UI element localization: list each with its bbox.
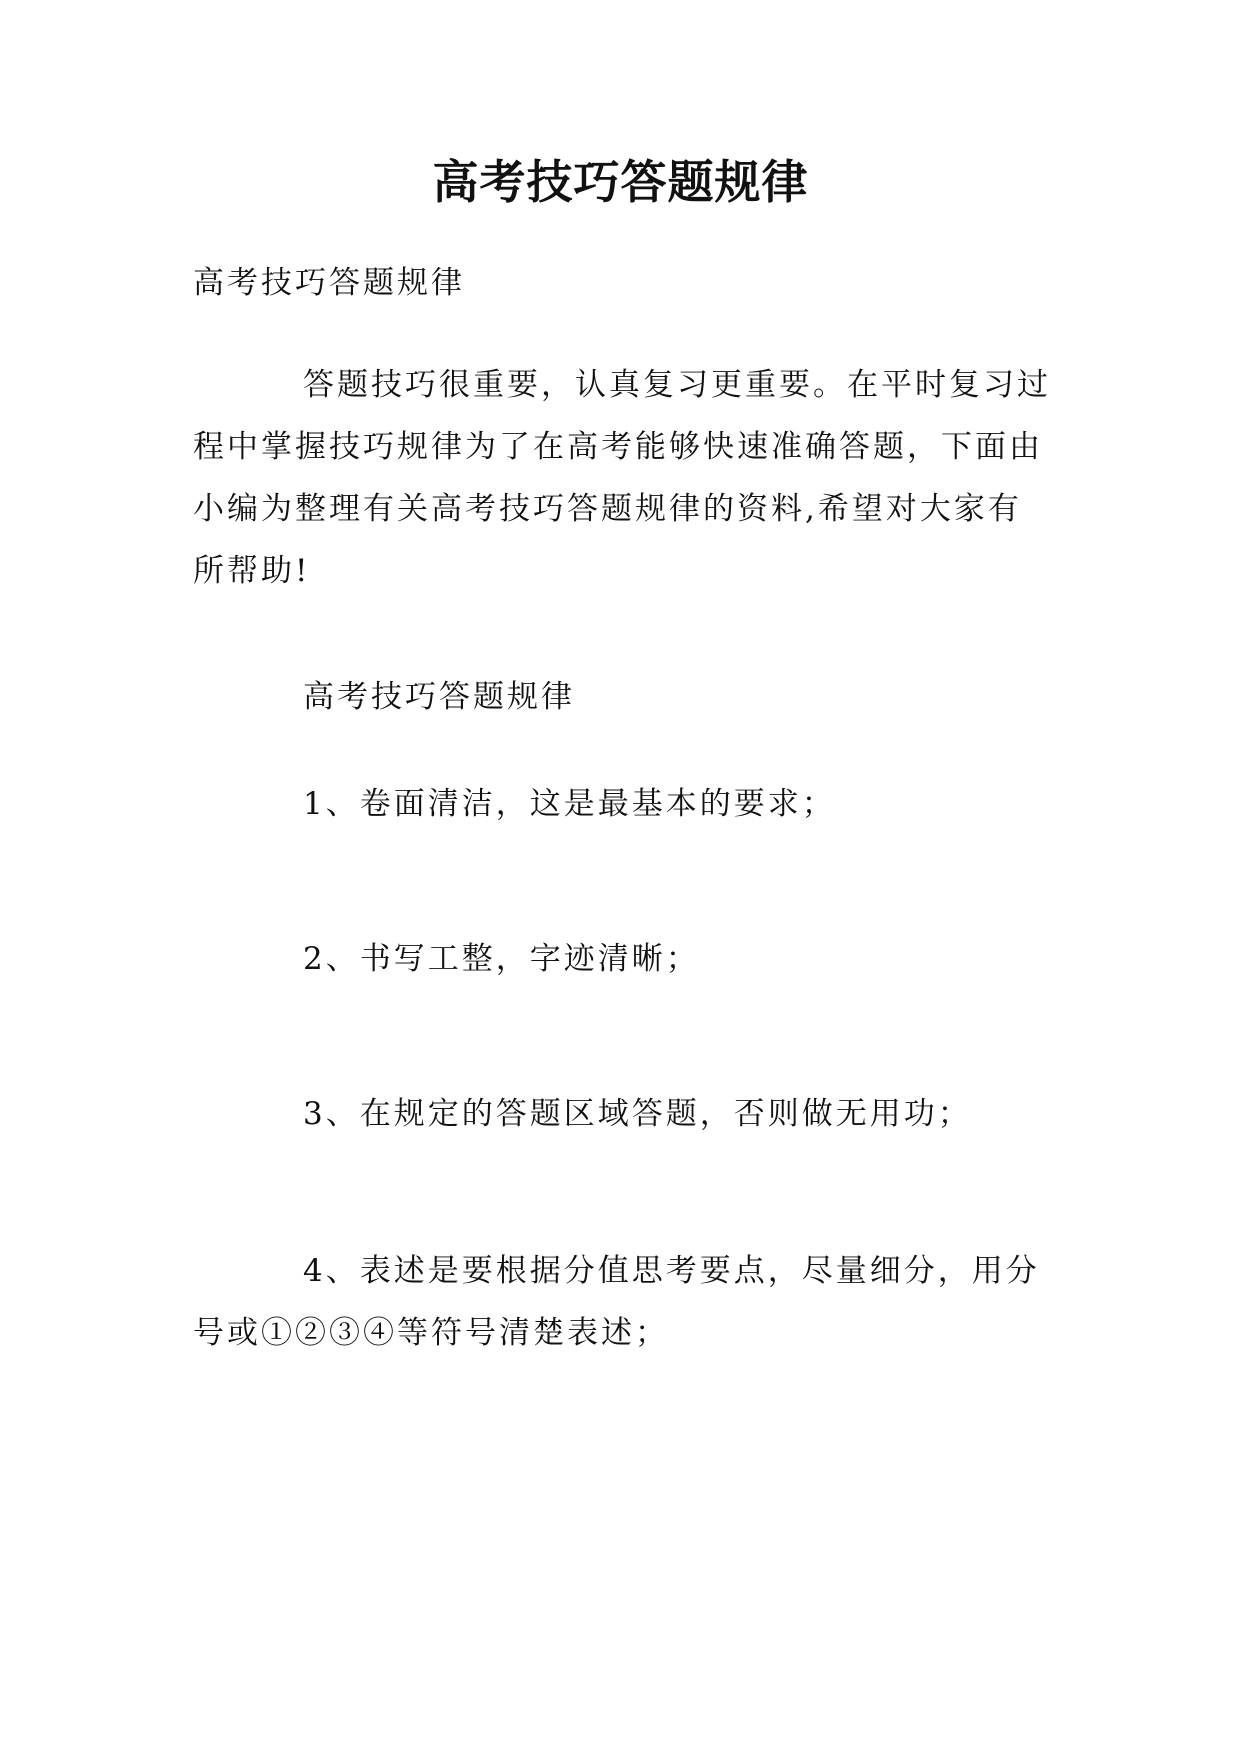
list-item: 1、卷面清洁，这是最基本的要求； <box>303 786 836 822</box>
intro-paragraph: 答题技巧很重要，认真复习更重要。在平时复习过程中掌握技巧规律为了在高考能够快速准确答题，下面由小编为整理有关高考技巧答题规律的资料,希望对大家有所帮助! <box>193 367 1051 589</box>
document-subtitle: 高考技巧答题规律 <box>193 265 465 301</box>
list-item: 2、书写工整，字迹清晰； <box>303 941 700 977</box>
list-item: 3、在规定的答题区域答题，否则做无用功； <box>303 1096 972 1132</box>
list-item: 4、表述是要根据分值思考要点，尽量细分，用分号或①②③④等符号清楚表述； <box>193 1253 1040 1351</box>
section-heading: 高考技巧答题规律 <box>303 679 575 715</box>
document-title: 高考技巧答题规律 <box>432 155 809 209</box>
